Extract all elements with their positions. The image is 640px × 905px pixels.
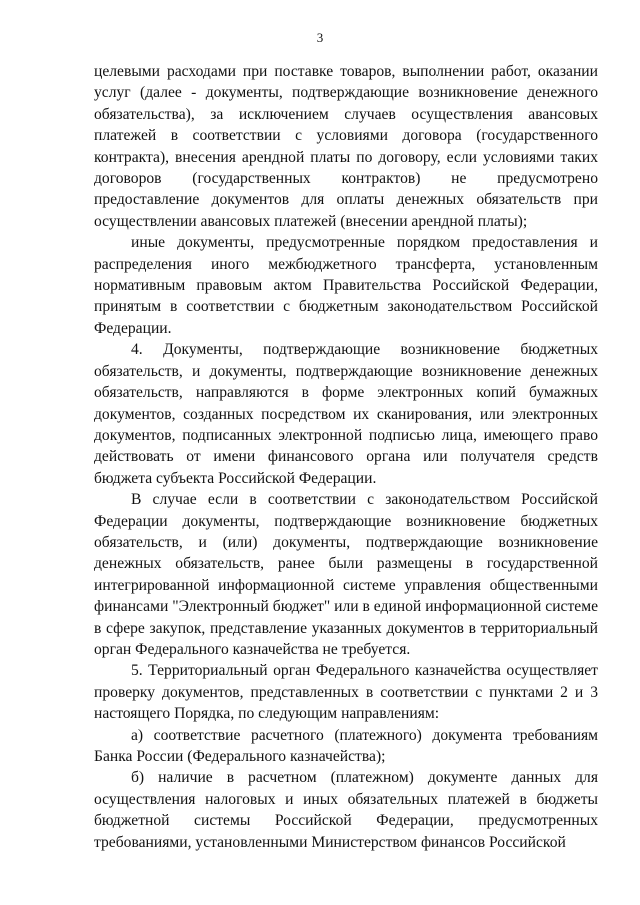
page-number: 3 [316, 30, 324, 45]
paragraph-item-5b: б) наличие в расчетном (платежном) документе данных для осуществления налоговых и иных обязательных платежей в бюджеты бюджетной системы Российской Федерации, предусмотренных требованиями, установленными Министерством финансов Российской [94, 769, 598, 851]
paragraph-continuation: целевыми расходами при поставке товаров, выполнении работ, оказании услуг (далее - документы, подтверждающие возникновение денежного обязательства), за исключением случаев осуществления авансовых платежей в соответствии с условиями договора (государственного контракта), внесения арендной платы по договору, если условиями таких договоров (государственных контрактов) не предусмотрено предоставление документов для оплаты денежных обязательств при осуществлении авансовых платежей (внесении арендной платы); [94, 63, 598, 230]
paragraph-item-5a: а) соответствие расчетного (платежного) документа требованиям Банка России (Федерального казначейства); [94, 726, 598, 765]
paragraph-item-5: 5. Территориальный орган Федерального казначейства осуществляет проверку документов, представленных в соответствии с пунктами 2 и 3 настоящего Порядка, по следующим направлениям: [94, 662, 598, 723]
document-body [94, 61, 598, 853]
paragraph-other-documents: иные документы, предусмотренные порядком предоставления и распределения иного межбюджетного трансферта, установленным нормативным правовым актом Правительства Российской Федерации, принятым в соответствии с бюджетным законодательством Российской Федерации. [94, 234, 598, 337]
paragraph-electronic-budget: В случае если в соответствии с законодательством Российской Федерации документы, подтверждающие возникновение бюджетных обязательств, и (или) документы, подтверждающие возникновение денежных обязательств, ранее были размещены в государственной интегрированной информационной системе управления общественными финансами "Электронный бюджет" или в единой информационной системе в сфере закупок, представление указанных документов в территориальный орган Федерального казначейства не требуется. [94, 491, 598, 658]
paragraph-item-4: 4. Документы, подтверждающие возникновение бюджетных обязательств, и документы, подтверждающие возникновение денежных обязательств, направляются в форме электронных копий бумажных документов, созданных посредством их сканирования, или электронных документов, подписанных электронной подписью лица, имеющего право действовать от имени финансового органа или получателя средств бюджета субъекта Российской Федерации. [94, 341, 598, 487]
